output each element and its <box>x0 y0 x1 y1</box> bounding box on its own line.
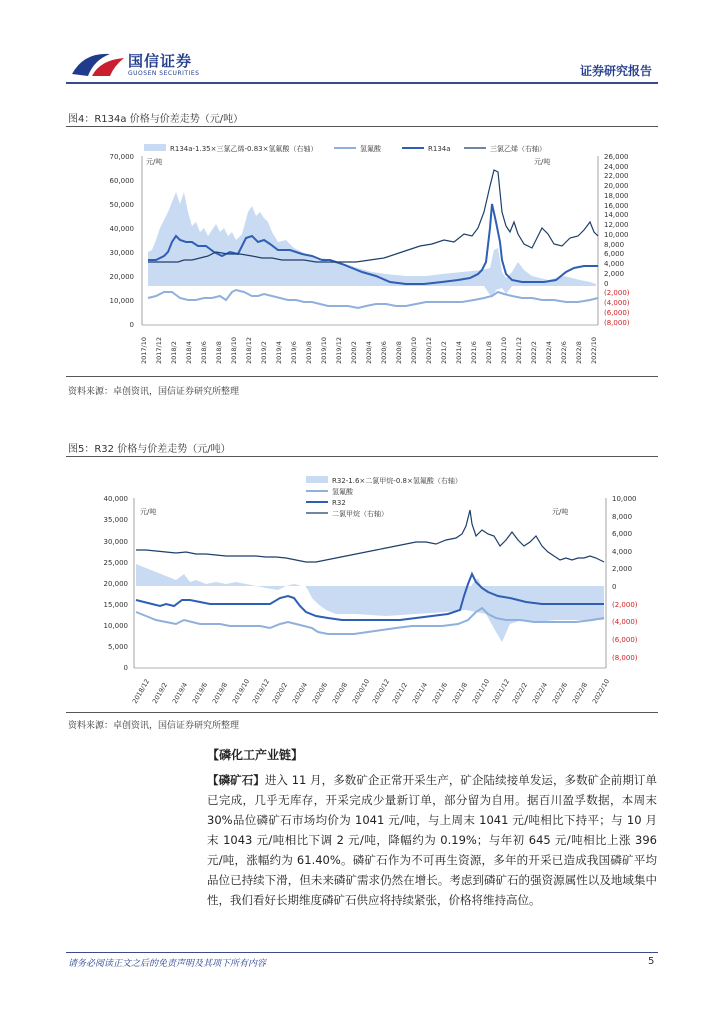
figure4-x-tick: 2021/6 <box>470 341 478 364</box>
figure5-left-tick: 25,000 <box>103 559 128 567</box>
figure5-right-axis <box>612 495 638 662</box>
figure4-title: 图4：R134a 价格与价差走势（元/吨） <box>68 114 244 125</box>
figure5-right-tick: 2,000 <box>612 565 633 573</box>
figure4-x-tick: 2018/4 <box>185 341 193 364</box>
page-number: 5 <box>648 956 655 967</box>
figure4-right-tick: 14,000 <box>604 211 629 219</box>
figure4-x-tick: 2019/4 <box>275 341 283 364</box>
report-type: 证券研究报告 <box>580 64 653 78</box>
figure4-x-tick: 2017/12 <box>155 336 163 364</box>
figure4-legend <box>144 144 546 153</box>
legend-swatch-spread <box>306 476 328 483</box>
figure5-right-tick: 6,000 <box>612 530 633 538</box>
figure4-chart <box>66 132 658 372</box>
header-divider <box>66 82 658 84</box>
legend-label-hf: 氢氟酸 <box>332 488 353 496</box>
figure4-left-unit: 元/吨 <box>146 158 163 166</box>
section-body: 进入 11 月，多数矿企正常开采生产，矿企陆续接单发运，多数矿企前期订单已完成，几乎无库存，开采完成少量新订单，部分留为自用。据百川盈孚数据，本周末 30%品位磷矿石市场均价为 1041 元/吨，与上周末 1041 元/吨相比下持平；与 10 月末 1043 元/吨相比下调 2 元/吨，降幅约为 0.19%；与年初 645 元/吨相比上涨 396 元/吨，涨幅约为 61.40%。磷矿石作为不可再生资源，多年的开采已造成我国磷矿平均品位已持续下滑，但未来磷矿需求仍然在增长。考虑到磷矿石的强资源属性以及地域集中性，我们看好长期维度磷矿石供应将持续紧张，价格将维持高位。 <box>207 773 657 907</box>
figure5-left-tick: 10,000 <box>103 622 128 630</box>
figure5-x-tick: 2022/6 <box>550 681 570 705</box>
figure4-x-tick: 2019/10 <box>320 336 328 364</box>
figure4-x-tick: 2019/6 <box>290 341 298 364</box>
figure5-x-axis <box>131 678 611 705</box>
figure4-right-tick: 24,000 <box>604 163 629 171</box>
figure5-legend <box>306 476 462 518</box>
figure4-bottom-rule <box>66 376 658 377</box>
figure5-left-unit: 元/吨 <box>140 508 157 516</box>
figure4-x-tick: 2019/2 <box>260 341 268 364</box>
figure5-left-tick: 30,000 <box>103 538 128 546</box>
figure4-left-axis <box>110 153 135 329</box>
figure4-right-tick: 6,000 <box>604 250 625 258</box>
figure4-left-tick: 20,000 <box>109 273 134 281</box>
figure5-source: 资料来源：卓创资讯，国信证券研究所整理 <box>68 721 240 731</box>
figure4-source: 资料来源：卓创资讯，国信证券研究所整理 <box>68 387 240 397</box>
figure5-x-tick: 2020/10 <box>350 677 372 705</box>
figure5-chart <box>66 464 658 706</box>
figure4-left-tick: 60,000 <box>109 177 134 185</box>
section-title: 【磷化工产业链】 <box>207 748 304 762</box>
figure4-left-tick: 0 <box>129 321 134 329</box>
figure4-right-tick: 2,000 <box>604 270 625 278</box>
figure4-x-tick: 2020/2 <box>350 341 358 364</box>
figure4-x-tick: 2022/6 <box>560 341 568 364</box>
figure5-left-tick: 40,000 <box>103 495 128 503</box>
figure4-x-tick: 2018/10 <box>230 336 238 364</box>
figure5-x-tick: 2022/2 <box>510 681 530 705</box>
figure5-right-tick: (4,000) <box>612 618 638 626</box>
figure5-right-tick: (6,000) <box>612 636 638 644</box>
figure4-left-tick: 30,000 <box>109 249 134 257</box>
figure5-left-tick: 35,000 <box>103 516 128 524</box>
figure5-top-rule <box>66 456 658 457</box>
figure4-hf-line <box>148 290 598 308</box>
figure4-right-tick: 26,000 <box>604 153 629 161</box>
figure4-right-tick: (4,000) <box>604 299 630 307</box>
figure4-x-tick: 2020/6 <box>380 341 388 364</box>
figure5-right-tick: 0 <box>612 583 617 591</box>
figure4-right-tick: 10,000 <box>604 231 629 239</box>
figure5-left-tick: 0 <box>123 664 128 672</box>
figure5-x-tick: 2022/4 <box>530 681 550 705</box>
guosen-logo-icon <box>70 48 128 80</box>
legend-label-spread: R32-1.6×二氯甲烷-0.8×氢氟酸（右轴） <box>332 477 462 485</box>
figure4-spread-area <box>148 192 596 286</box>
figure4-left-tick: 70,000 <box>109 153 134 161</box>
figure4-right-tick: 20,000 <box>604 182 629 190</box>
figure4-right-tick: 18,000 <box>604 192 629 200</box>
figure4-right-tick: 16,000 <box>604 202 629 210</box>
figure5-x-tick: 2020/4 <box>290 681 310 705</box>
figure4-x-tick: 2020/4 <box>365 341 373 364</box>
figure5-x-tick: 2020/12 <box>370 677 392 705</box>
figure5-right-tick: (2,000) <box>612 601 638 609</box>
figure4-x-tick: 2020/10 <box>410 336 418 364</box>
figure5-x-tick: 2020/6 <box>310 681 330 705</box>
figure4-x-tick: 2022/2 <box>530 341 538 364</box>
figure4-right-unit: 元/吨 <box>534 158 551 166</box>
legend-label-r134a: R134a <box>428 145 451 153</box>
figure4-x-tick: 2021/2 <box>440 341 448 364</box>
figure5-x-tick: 2021/6 <box>430 681 450 705</box>
figure4-x-tick: 2021/10 <box>500 336 508 364</box>
section-paragraph <box>207 770 657 910</box>
figure4-right-tick: (8,000) <box>604 319 630 327</box>
figure5-left-tick: 5,000 <box>107 643 128 651</box>
figure4-right-tick: (2,000) <box>604 289 630 297</box>
legend-label-dcm: 二氯甲烷（右轴） <box>332 510 388 518</box>
figure5-right-unit: 元/吨 <box>552 508 569 516</box>
legend-label-tce: 三氯乙烯（右轴） <box>490 145 546 153</box>
legend-swatch-spread <box>144 144 166 151</box>
legend-label-hf: 氢氟酸 <box>360 145 381 153</box>
figure5-right-tick: 4,000 <box>612 548 633 556</box>
figure4-top-rule <box>66 126 658 127</box>
figure5-right-tick: (8,000) <box>612 654 638 662</box>
figure4-left-tick: 50,000 <box>109 201 134 209</box>
footer-divider <box>66 952 658 953</box>
figure4-x-tick: 2018/2 <box>170 341 178 364</box>
section-lead: 【磷矿石】 <box>207 773 265 787</box>
figure4-x-tick: 2021/8 <box>485 341 493 364</box>
figure4-x-tick: 2018/6 <box>200 341 208 364</box>
figure5-x-tick: 2019/6 <box>190 681 210 705</box>
legend-label-spread: R134a-1.35×三氯乙烯-0.83×氢氟酸（右轴） <box>170 145 318 153</box>
figure4-x-tick: 2022/8 <box>575 341 583 364</box>
figure4-x-axis <box>140 337 598 364</box>
figure4-right-tick: 22,000 <box>604 172 629 180</box>
figure5-x-tick: 2022/10 <box>590 677 612 705</box>
figure5-x-tick: 2021/4 <box>410 681 430 705</box>
figure4-right-tick: (6,000) <box>604 309 630 317</box>
figure4-x-tick: 2022/10 <box>590 336 598 364</box>
footer-disclaimer: 请务必阅读正文之后的免责声明及其项下所有内容 <box>68 959 267 969</box>
figure5-x-tick: 2021/10 <box>470 677 492 705</box>
figure4-x-tick: 2018/8 <box>215 341 223 364</box>
figure5-x-tick: 2021/8 <box>450 681 470 705</box>
figure5-x-tick: 2019/10 <box>230 677 252 705</box>
figure4-right-tick: 0 <box>604 280 609 288</box>
figure5-x-tick: 2021/12 <box>490 677 512 705</box>
figure4-left-tick: 10,000 <box>109 297 134 305</box>
figure4-x-tick: 2022/4 <box>545 341 553 364</box>
figure5-left-tick: 15,000 <box>103 601 128 609</box>
figure4-left-tick: 40,000 <box>109 225 134 233</box>
figure4-right-axis <box>604 153 630 327</box>
figure4-right-tick: 4,000 <box>604 260 625 268</box>
figure5-title: 图5：R32 价格与价差走势（元/吨） <box>68 444 231 455</box>
logo-text-en: GUOSEN SECURITIES <box>128 70 200 77</box>
figure4-x-tick: 2019/12 <box>335 336 343 364</box>
figure5-left-axis <box>104 495 129 672</box>
figure4-right-tick: 8,000 <box>604 241 625 249</box>
figure5-x-tick: 2019/4 <box>170 681 190 705</box>
figure4-x-tick: 2021/4 <box>455 341 463 364</box>
figure4-right-tick: 12,000 <box>604 221 629 229</box>
figure5-x-tick: 2019/2 <box>150 681 170 705</box>
figure5-right-tick: 8,000 <box>612 513 633 521</box>
figure5-x-tick: 2019/12 <box>250 677 272 705</box>
figure4-x-tick: 2020/8 <box>395 341 403 364</box>
figure5-bottom-rule <box>66 712 658 713</box>
figure4-x-tick: 2018/12 <box>245 336 253 364</box>
figure4-x-tick: 2019/8 <box>305 341 313 364</box>
figure5-x-tick: 2021/2 <box>390 681 410 705</box>
figure5-left-tick: 20,000 <box>103 580 128 588</box>
figure4-x-tick: 2017/10 <box>140 336 148 364</box>
figure5-x-tick: 2019/8 <box>210 681 230 705</box>
figure5-right-tick: 10,000 <box>612 495 637 503</box>
legend-label-r32: R32 <box>332 499 346 507</box>
figure4-x-tick: 2021/12 <box>515 336 523 364</box>
figure5-x-tick: 2018/12 <box>130 677 152 705</box>
figure4-x-tick: 2020/12 <box>425 336 433 364</box>
figure5-x-tick: 2022/8 <box>570 681 590 705</box>
figure5-x-tick: 2020/2 <box>270 681 290 705</box>
logo-text-cn: 国信证券 <box>128 52 193 70</box>
figure5-x-tick: 2020/8 <box>330 681 350 705</box>
